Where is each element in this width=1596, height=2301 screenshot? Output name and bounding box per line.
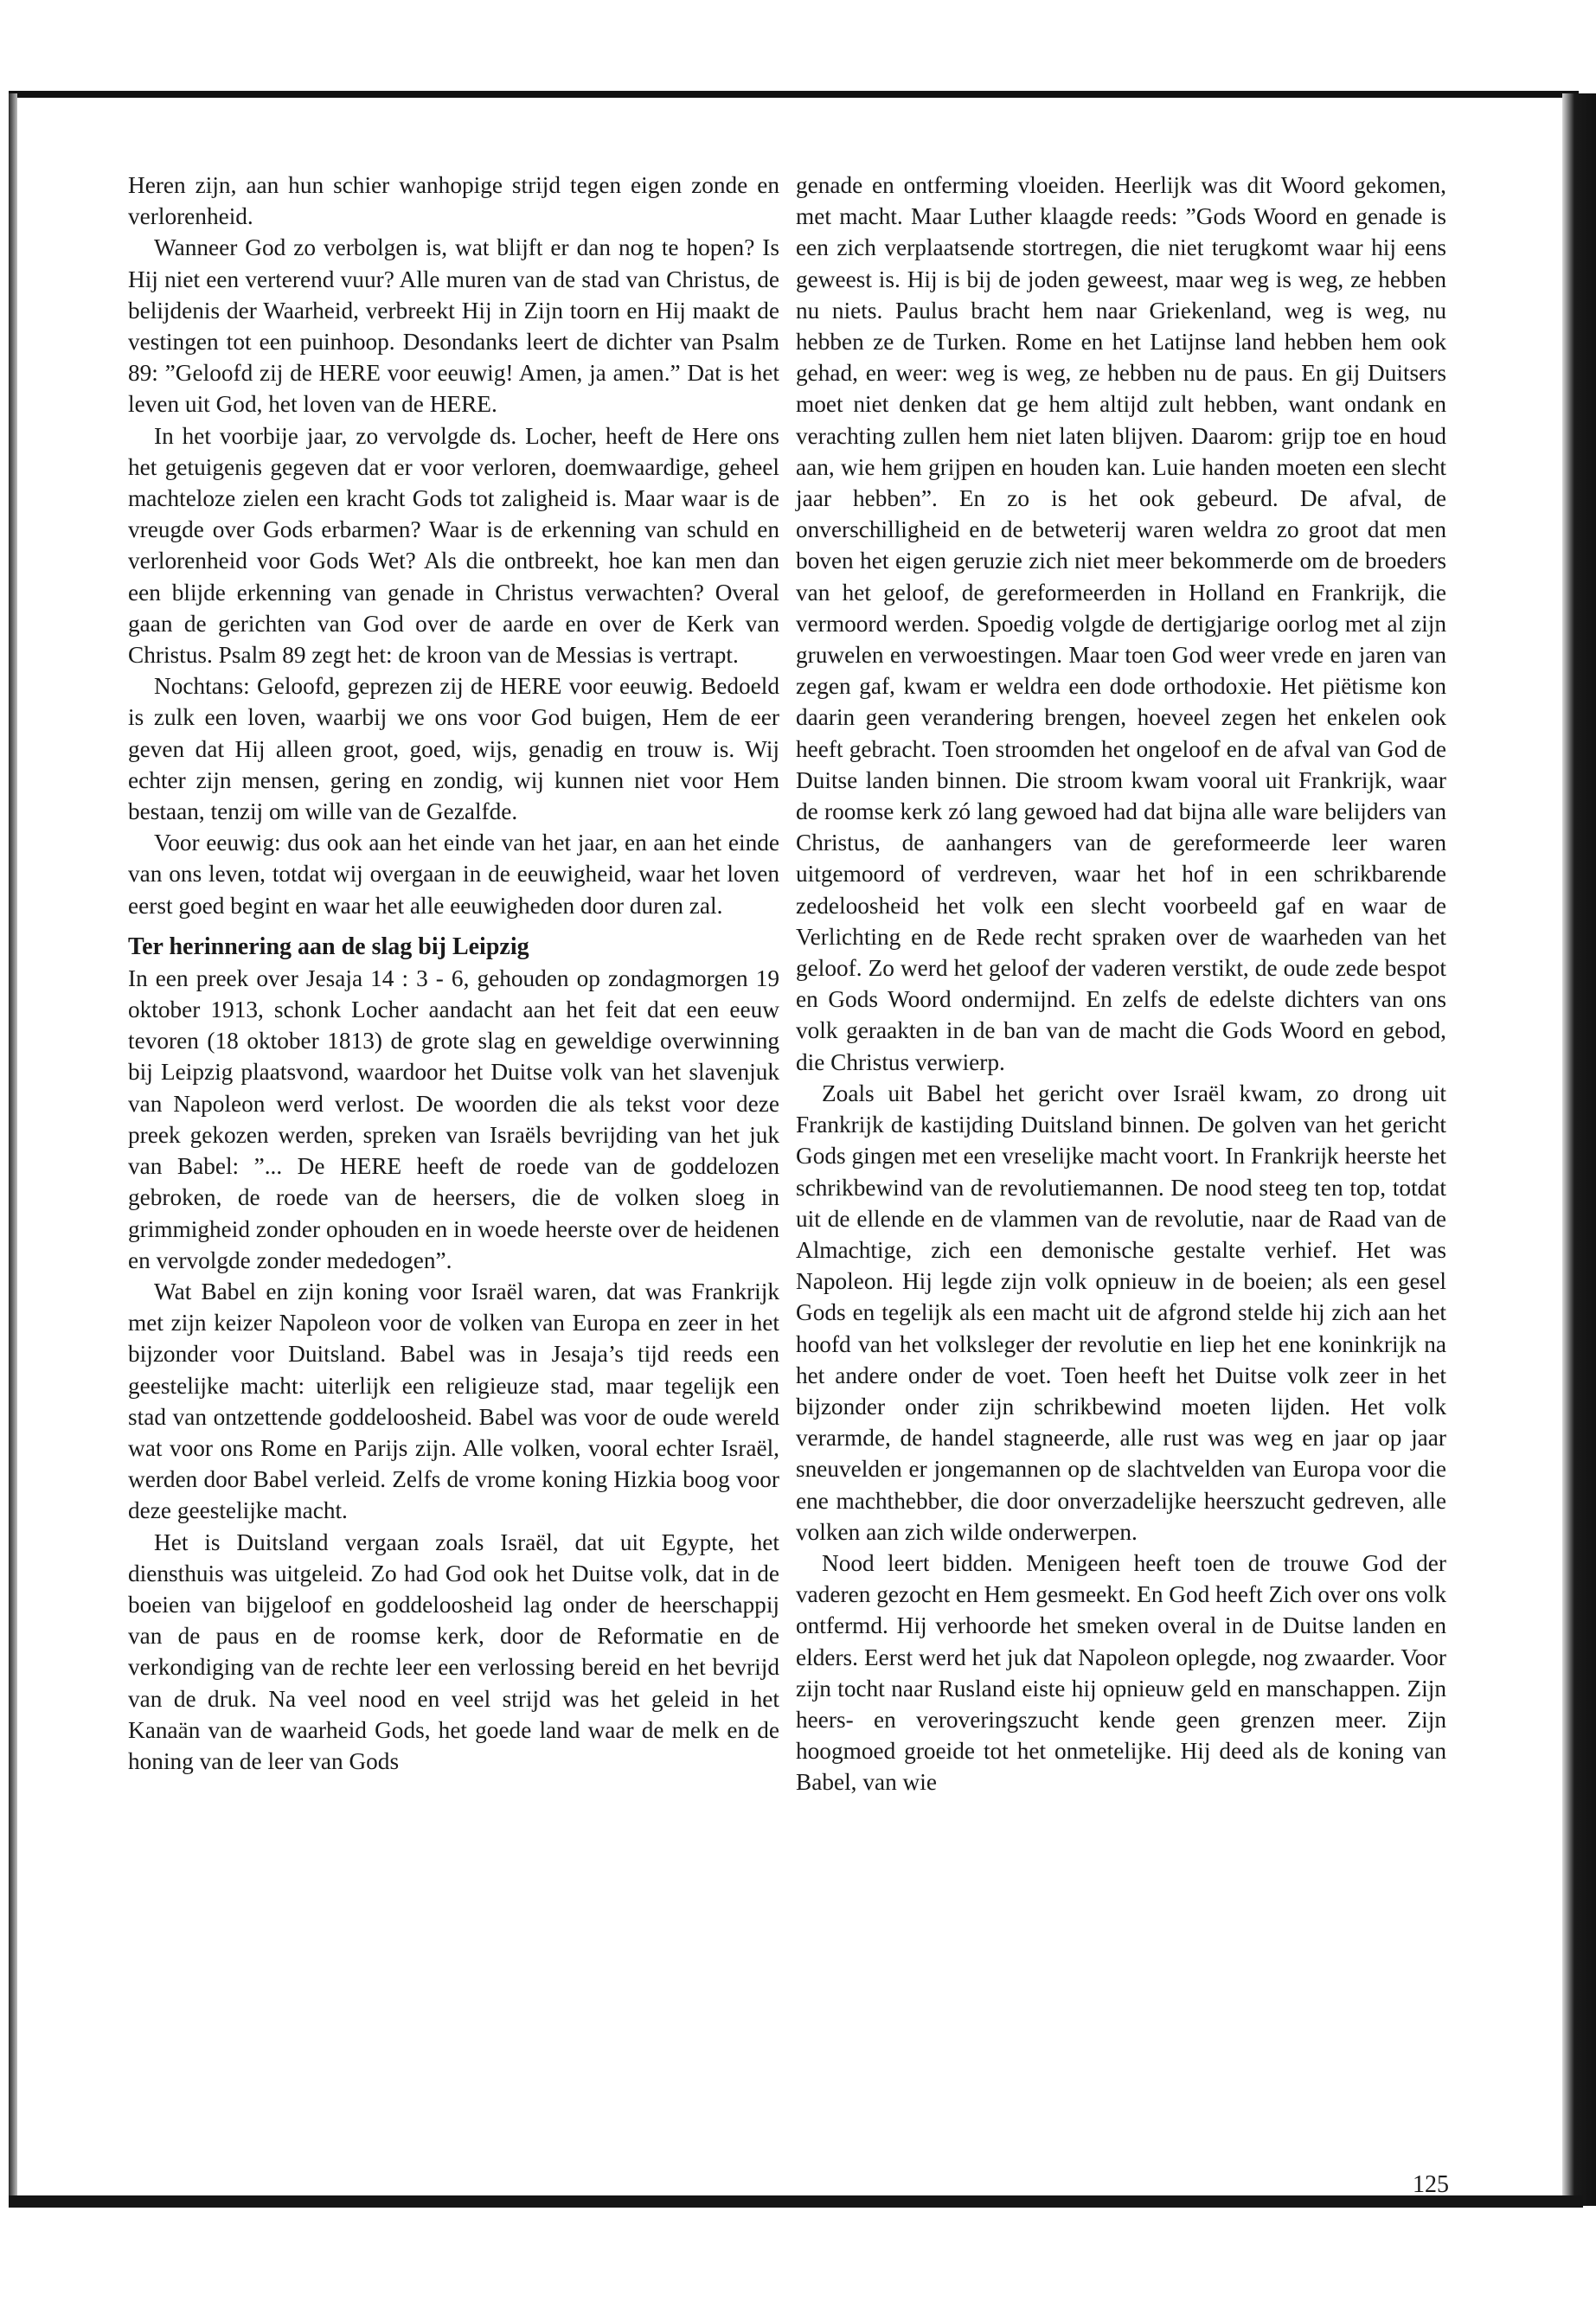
right-column [796, 170, 1446, 1798]
paragraph: In een preek over Jesaja 14 : 3 - 6, gehouden op zondagmorgen 19 oktober 1913, schonk Locher aandacht aan het feit dat een eeuw tevoren (18 oktober 1813) de grote slag en geweldige overwinning bij Leipzig plaatsvond, waardoor het Duitse volk van het slavenjuk van Napoleon werd verlost. De woorden die als tekst voor deze preek gekozen werden, spreken van Israëls bevrijding van het juk van Babel: ”... De HERE heeft de roede van de goddelozen gebroken, de roede van de heersers, die de volken sloeg in grimmigheid zonder ophouden en in woede heerste over de heidenen en vervolgde zonder mededogen”. [128, 965, 779, 1273]
paragraph: Het is Duitsland vergaan zoals Israël, dat uit Egypte, het diensthuis was uitgeleid. Zo had God ook het Duitse volk, dat in de boeien van bijgeloof en goddeloosheid lag onder de heerschappij van de paus en de roomse kerk, door de Reformatie en de verkondiging van de rechte leer een verlossing bereid en het bevrijd van de druk. Na veel nood en veel strijd was het geleid in het Kanaän van de waarheid Gods, het goede land waar de melk en de honing van de leer van Gods [128, 1529, 779, 1774]
paragraph: Zoals uit Babel het gericht over Israël kwam, zo drong uit Frankrijk de kastijding Duitsland binnen. De golven van het gericht Gods gingen met een vreselijke macht voort. In Frankrijk heerste het schrikbewind van de revolutiemannen. De nood steeg ten top, totdat uit de ellende en de vlammen van de revolutie, naar de Raad van de Almachtige, zich een demonische gestalte verhief. Het was Napoleon. Hij legde zijn volk opnieuw in de boeien; als een gesel Gods en tegelijk als een macht uit de afgrond stelde hij zich aan het hoofd van het volksleger der revolutie en liep het ene koninkrijk na het andere onder de voet. Toen heeft het Duitse volk zeer in het bijzonder onder zijn schrikbewind moeten lijden. Het volk verarmde, de handel stagneerde, alle rust was weg en jaar op jaar sneuvelden er jongemannen op de slachtvelden van Europa voor die ene machthebber, die door onverzadelijke heerszucht gedreven, alle volken aan zich wilde onderwerpen. [796, 1080, 1446, 1545]
section-heading: Ter herinnering aan de slag bij Leipzig [128, 933, 529, 960]
paragraph: Nood leert bidden. Menigeen heeft toen de trouwe God der vaderen gezocht en Hem gesmeekt. En God heeft Zich over ons volk ontfermd. Hij verhoorde het smeken overal in de Duitse landen en elders. Eerst werd het juk dat Napoleon oplegde, nog zwaarder. Voor zijn tocht naar Rusland eiste hij opnieuw geld en manschappen. Zijn heers- en veroveringszucht kende geen grenzen meer. Zijn hoogmoed groeide tot het onmetelijke. Hij deed als de koning van Babel, van wie [796, 1549, 1446, 1796]
scan-top-edge [0, 0, 1596, 97]
paragraph: Wanneer God zo verbolgen is, wat blijft er dan nog te hopen? Is Hij niet een verterend vuur? Alle muren van de stad van Christus, de belijdenis der Waarheid, verbreekt Hij in Zijn toorn en Hij maakt de vestingen tot een puinhoop. Desondanks leert de dichter van Psalm 89: ”Geloofd zij de HERE voor eeuwig! Amen, ja amen.” Dat is het leven uit God, het loven van de HERE. [128, 234, 779, 418]
book-page [17, 98, 1562, 2198]
paragraph: genade en ontferming vloeiden. Heerlijk was dit Woord gekomen, met macht. Maar Luther klaagde reeds: ”Gods Woord en genade is een zich verplaatsende stortregen, die niet terugkomt waar hij eens geweest is. Hij is bij de joden geweest, maar weg is weg, ze hebben nu niets. Paulus bracht hem naar Griekenland, weg is weg, nu hebben ze de Turken. Rome en het Latijnse land hebben hem ook gehad, en weer: weg is weg, ze hebben nu de paus. En gij Duitsers moet niet denken dat ge hem altijd zult hebben, want ondank en verachting zullen hem niet laten blijven. Daarom: grijp toe en houd aan, wie hem grijpen en houden kan. Luie handen moeten een slecht jaar hebben”. En zo is het ook gebeurd. De afval, de onverschilligheid en de betweterij waren weldra zo groot dat men boven het eigen geruzie zich niet meer bekommerde om de broeders van het geloof, de gereformeerden in Holland en Frankrijk, die vermoord werden. Spoedig volgde de dertigjarige oorlog met al zijn gruwelen en verwoestingen. Maar toen God weer vrede en jaren van zegen gaf, kwam er weldra een dode orthodoxie. Het piëtisme kon daarin geen verandering brengen, hoeveel zegen het enkelen ook heeft gebracht. Toen stroomden het ongeloof en de afval van God de Duitse landen binnen. Die stroom kwam vooral uit Frankrijk, waar de roomse kerk zó lang gewoed had dat bijna alle ware belijders van Christus, de aanhangers van de gereformeerde leer waren uitgemoord of verdreven, waar het hof in een schrikbarende zedeloosheid het volk een slecht voorbeeld gaf en waar de Verlichting en de Rede recht spraken over de waarheden van het geloof. Zo werd het geloof der vaderen verstikt, de oude zede bespot en Gods Woord ondermijnd. En zelfs de edelste dichters van ons volk geraakten in de ban van de macht die Gods Woord en gebod, die Christus verwierp. [796, 172, 1446, 1075]
paragraph: Wat Babel en zijn koning voor Israël waren, dat was Frankrijk met zijn keizer Napoleon voor de volken van Europa en zeer in het bijzonder voor Duitsland. Babel was in Jesaja’s tijd reeds een geestelijke macht: uiterlijk een religieuze stad, maar tegelijk een stad van ontzettende goddeloosheid. Babel was voor de oude wereld wat voor ons Rome en Parijs zijn. Alle volken, vooral echter Israël, werden door Babel verleid. Zelfs de vrome koning Hizkia boog voor deze geestelijke macht. [128, 1278, 779, 1524]
paragraph: In het voorbije jaar, zo vervolgde ds. Locher, heeft de Here ons het getuigenis gegeven dat er voor verloren, doemwaardige, geheel machteloze zielen een kracht Gods tot zaligheid is. Maar waar is de vreugde over Gods erbarmen? Waar is de erkenning van schuld en verlorenheid voor Gods Wet? Als die ontbreekt, hoe kan men dan een blijde erkenning van genade in Christus verwachten? Overal gaan de gerichten van God over de aarde en over de Kerk van Christus. Psalm 89 zegt het: de kroon van de Messias is vertrapt. [128, 422, 779, 669]
paragraph: Nochtans: Geloofd, geprezen zij de HERE voor eeuwig. Bedoeld is zulk een loven, waarbij we ons voor God buigen, Hem de eer geven dat Hij alleen groot, goed, wijs, genadig en trouw is. Wij echter zijn mensen, gering en zondig, wij kunnen niet voor Hem bestaan, tenzij om wille van de Gezalfde. [128, 673, 779, 825]
left-column [128, 170, 779, 1777]
scan-right-edge [1562, 93, 1596, 2206]
paragraph: Voor eeuwig: dus ook aan het einde van het jaar, en aan het einde van ons leven, totdat wij overgaan in de eeuwigheid, waar het loven eerst goed begint en waar het alle eeuwigheden door duren zal. [128, 830, 779, 919]
paragraph: Heren zijn, aan hun schier wanhopige strijd tegen eigen zonde en verlorenheid. [128, 172, 779, 230]
scan-left-edge [9, 93, 17, 2204]
page-number: 125 [1413, 2171, 1449, 2198]
scan-bottom-edge [9, 2195, 1583, 2208]
